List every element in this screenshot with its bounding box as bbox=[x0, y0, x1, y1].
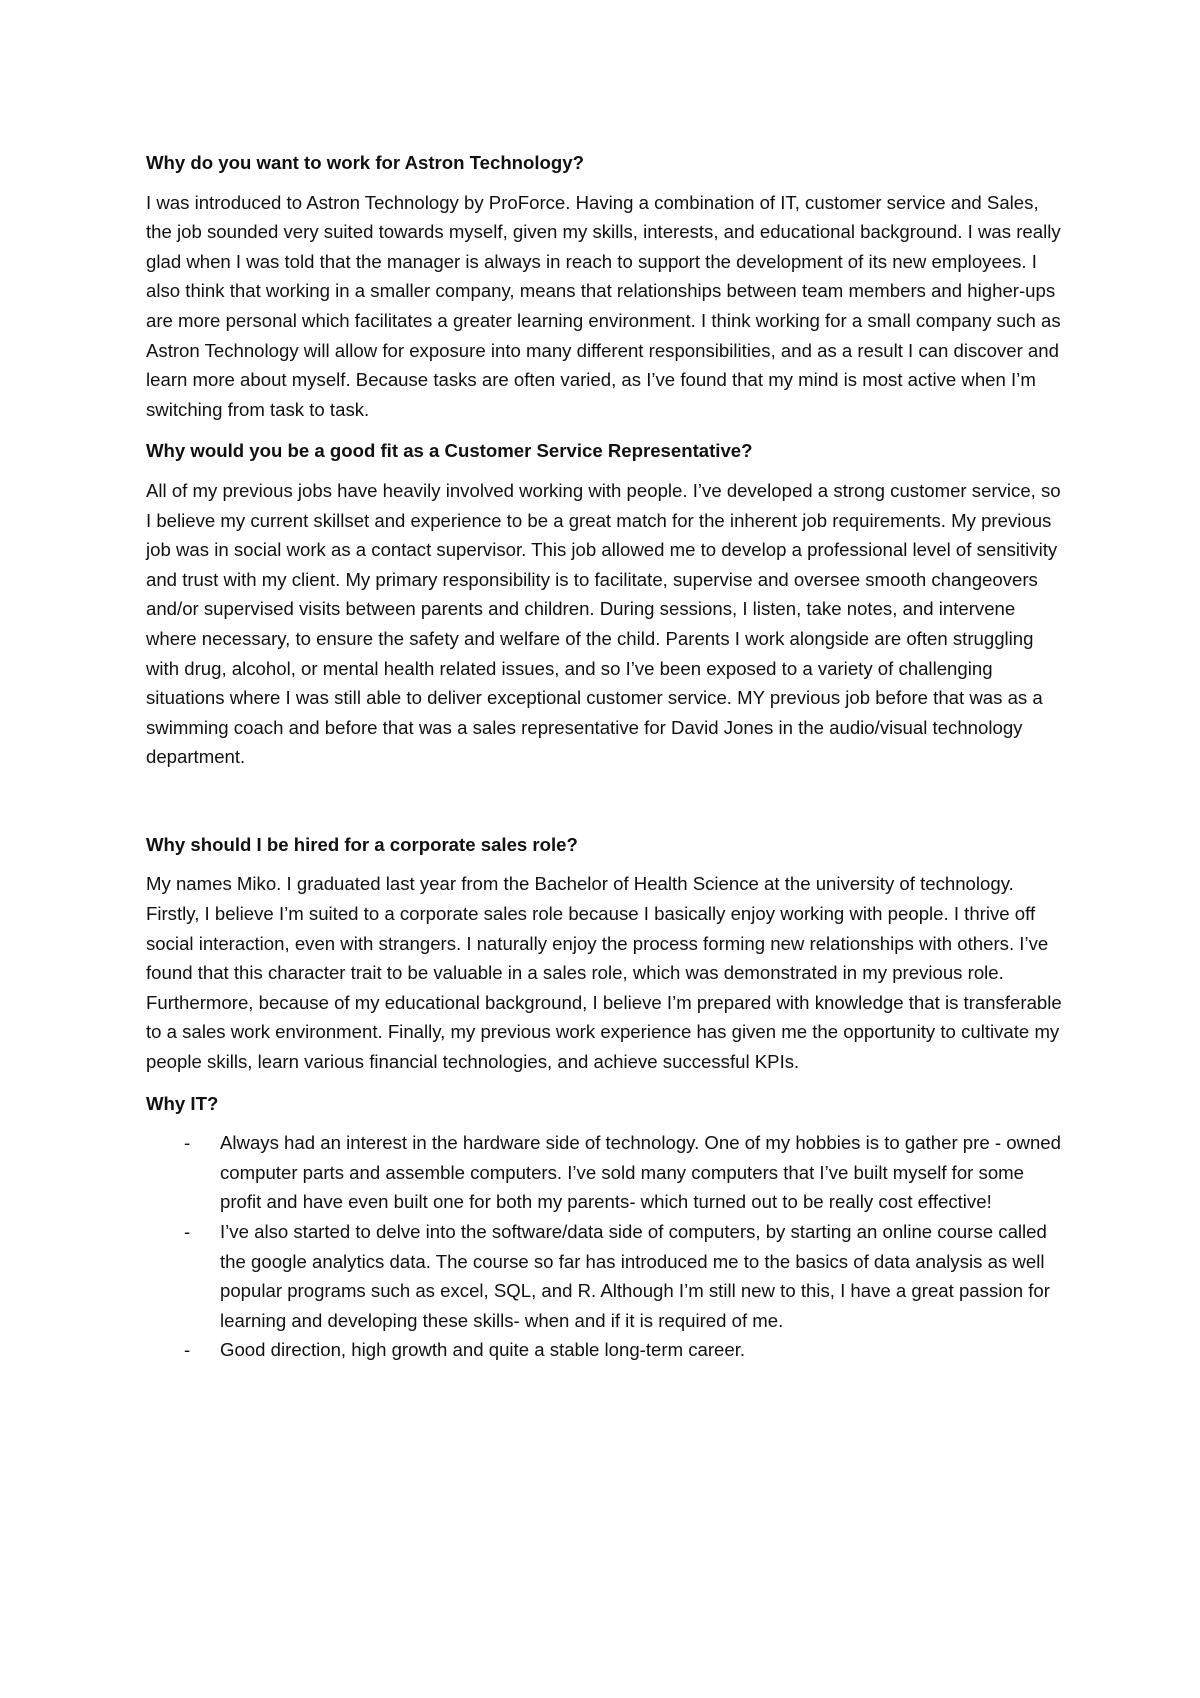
section-heading-why-it: Why IT? bbox=[146, 1092, 219, 1114]
section-body-customer-service-fit: All of my previous jobs have heavily involved working with people. I’ve developed a strong customer service, so I believe my current skillset and experience to be a great match for the inherent job requirements. My previous job was in social work as a contact supervisor. This job allowed me to develop a professional level of sensitivity and trust with my client. My primary responsibility is to facilitate, supervise and oversee smooth changeovers and/or supervised visits between parents and children. During sessions, I listen, take notes, and intervene where necessary, to ensure the safety and welfare of the child. Parents I work alongside are often struggling with drug, alcohol, or mental health related issues, and so I’ve been exposed to a variety of challenging situations where I was still able to deliver exceptional customer service. MY previous job before that was as a swimming coach and before that was a sales representative for David Jones in the audio/visual technology department. bbox=[146, 479, 1061, 768]
bullet-dash: - bbox=[184, 1339, 191, 1361]
bullet-dash: - bbox=[184, 1221, 191, 1242]
section-heading-why-astron: Why do you want to work for Astron Technology? bbox=[146, 152, 584, 173]
section-heading-corporate-sales: Why should I be hired for a corporate sales role? bbox=[146, 833, 578, 855]
why-it-bullet-list bbox=[146, 1128, 1066, 1365]
list-item-text: Always had an interest in the hardware side of technology. One of my hobbies is to gather pre - owned computer parts and assemble computers. I’ve sold many computers that I’ve built myself for some profit and have even built one for both my parents- which turned out to be really cost effective! bbox=[220, 1132, 1061, 1213]
list-item bbox=[146, 1217, 1066, 1335]
list-item-text: I’ve also started to delve into the software/data side of computers, by starting an online course called the google analytics data. The course so far has introduced me to the basics of data analysis as well popular programs such as excel, SQL, and R. Although I’m still new to this, I have a great passion for learning and developing these skills- when and if it is required of me. bbox=[220, 1221, 1050, 1331]
section-heading-customer-service-fit: Why would you be a good fit as a Customer Service Representative? bbox=[146, 440, 753, 462]
section-body-corporate-sales: My names Miko. I graduated last year from the Bachelor of Health Science at the university of technology. Firstly, I believe I’m suited to a corporate sales role because I basically enjoy working with people. I thrive off social interaction, even with strangers. I naturally enjoy the process forming new relationships with others. I’ve found that this character trait to be valuable in a sales role, which was demonstrated in my previous role. Furthermore, because of my educational background, I believe I’m prepared with knowledge that is transferable to a sales work environment. Finally, my previous work experience has given me the opportunity to cultivate my people skills, learn various financial technologies, and achieve successful KPIs. bbox=[146, 873, 1062, 1073]
document-content bbox=[146, 148, 1066, 1365]
list-item bbox=[146, 1128, 1066, 1217]
section-body-why-astron: I was introduced to Astron Technology by ProForce. Having a combination of IT, customer service and Sales, the job sounded very suited towards myself, given my skills, interests, and educational background. I was really glad when I was told that the manager is always in reach to support the development of its new employees. I also think that working in a smaller company, means that relationships between team members and higher-ups are more personal which facilitates a greater learning environment. I think working for a small company such as Astron Technology will allow for exposure into many different responsibilities, and as a result I can discover and learn more about myself. Because tasks are often varied, as I’ve found that my mind is most active when I’m switching from task to task. bbox=[146, 191, 1061, 420]
blank-line bbox=[146, 784, 1066, 830]
list-item-text: Good direction, high growth and quite a stable long-term career. bbox=[220, 1339, 746, 1361]
bullet-dash: - bbox=[184, 1132, 191, 1154]
list-item bbox=[146, 1335, 1066, 1365]
